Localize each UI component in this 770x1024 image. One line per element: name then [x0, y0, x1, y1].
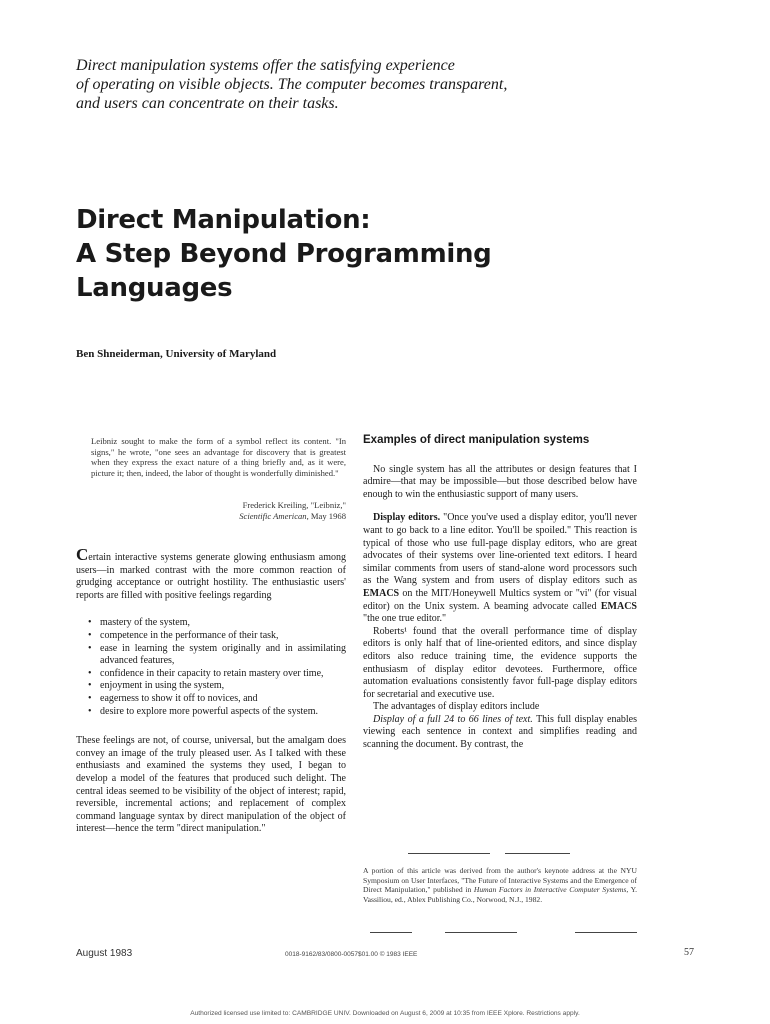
copyright-code: 0018-9162/83/0800-0057$01.00 © 1983 IEEE [285, 951, 418, 958]
text-run: "the one true editor." [363, 613, 447, 625]
footnote-divider [370, 932, 412, 933]
list-item: • mastery of the system, [88, 617, 346, 630]
left-column [76, 545, 346, 836]
title-line: Direct Manipulation: [76, 205, 371, 235]
quote-attribution [91, 500, 346, 522]
runin-heading: Display editors. [373, 512, 441, 524]
quote-journal: Scientific American [239, 511, 307, 521]
paragraph: The advantages of display editors include [373, 701, 540, 713]
emacs-term: EMACS [600, 600, 637, 612]
title-line: Languages [76, 273, 233, 303]
list-item: • ease in learning the system originally and in assimilating advanced features, [88, 643, 346, 668]
quote-date: , May 1968 [306, 511, 346, 521]
section-heading: Examples of direct manipulation systems [363, 434, 590, 446]
footnote-divider [575, 932, 637, 933]
license-notice: Authorized licensed use limited to: CAMBRIDGE UNIV. Downloaded on August 6, 2009 at 10:35 from IEEE Xplore. Restrictions apply. [190, 1010, 580, 1017]
text-run: A portion of this article was derived from the author's keynote address at the NYU Symposium on User Interfaces, "The Future of Interactive Systems and the Emergence of Direct Manipulation," published in [363, 866, 637, 894]
leibniz-quote: Leibniz sought to make the form of a symbol reflect its content. "In signs," he wrote, "one sees an advantage for discovery that is greatest when they express the exact nature of a thing briefly and, as it were, picture it; then, indeed, the labor of thought is wonderfully diminished." [91, 436, 346, 478]
text-run: "Once you've used a display editor, you'll never want to go back to a line editor. You'll be spoiled." This reaction is typical of those who use full-page display editors, who are great advocates of their systems over line-oriented text editors. I heard similar comments from users of stand-alone word processors such as the Wang system and from users of display editors such as [363, 512, 638, 587]
footnote [363, 866, 637, 904]
byline: Ben Shneiderman, University of Maryland [76, 348, 277, 360]
page-number: 57 [684, 947, 694, 958]
closing-paragraph: These feelings are not, of course, universal, but the amalgam does convey an image of the truly pleased user. As I talked with these enthusiasts and examined the systems they used, I began to develop a model of the features that produced such delight. The central ideas seemed to be visibility of the object of interest; rapid, reversible, incremental actions; and replacement of complex command language syntax by direct manipulation of the object of interest—hence the term "direct manipulation." [76, 735, 346, 835]
advantage-heading: Display of a full 24 to 66 lines of text. [373, 713, 533, 725]
list-item: • confidence in their capacity to retain mastery over time, [88, 668, 346, 681]
text-run: This full display enables viewing each sentence in context and simplifies reading and scanning the document. By contrast, the [363, 713, 637, 751]
text-run: , Y. Vassiliou, ed., Ablex Publishing Co., Norwood, N.J., 1982. [363, 885, 637, 904]
title-line: A Step Beyond Programming [76, 239, 492, 269]
intro-paragraph [76, 545, 346, 602]
list-item: • enjoyment in using the system, [88, 680, 346, 693]
article-title [76, 203, 676, 305]
issue-date: August 1983 [76, 948, 133, 959]
list-item: • competence in the performance of their task, [88, 630, 346, 643]
paragraph-advantage [363, 714, 637, 752]
emacs-term: EMACS [363, 587, 400, 599]
list-item: • eagerness to show it off to novices, and [88, 693, 346, 706]
feelings-list [76, 617, 346, 718]
drop-cap: C [76, 545, 89, 564]
paragraph: Roberts¹ found that the overall performance time of display editors is only half that of line-oriented editors, and since display editors also reduce training time, the evidence supports the enthusiasm of display editor devotees. Furthermore, office automation evaluations consistently favor full-page display editors for secretarial and executive use. [363, 625, 637, 700]
footnote-divider [505, 853, 570, 854]
paragraph-display-editors [363, 512, 637, 625]
epigraph-line: of operating on visible objects. The computer becomes transparent, [76, 76, 508, 93]
epigraph-line: and users can concentrate on their tasks. [76, 95, 339, 112]
paragraph: No single system has all the attributes or design features that I admire—that may be impossible—but those described below have enough to win the enthusiastic support of many users. [363, 463, 637, 500]
quote-source [91, 511, 346, 522]
footnote-divider [408, 853, 490, 854]
footnote-divider [445, 932, 517, 933]
footnote-journal: Human Factors in Interactive Computer Systems [473, 885, 627, 894]
list-item: • desire to explore more powerful aspects of the system. [88, 706, 346, 719]
epigraph-line: Direct manipulation systems offer the satisfying experience [76, 57, 455, 74]
intro-text: ertain interactive systems generate glowing enthusiasm among users—in marked contrast with the more common reaction of grudging acceptance or outright hostility. The enthusiastic users' reports are filled with positive feelings regarding [76, 552, 346, 601]
quote-author: Frederick Kreiling, "Leibniz," [242, 500, 346, 510]
right-column [363, 434, 637, 752]
text-run: on the MIT/Honeywell Multics system or "vi" (for visual editor) on the Unix system. A beaming advocate called [363, 587, 637, 612]
epigraph [76, 56, 636, 113]
